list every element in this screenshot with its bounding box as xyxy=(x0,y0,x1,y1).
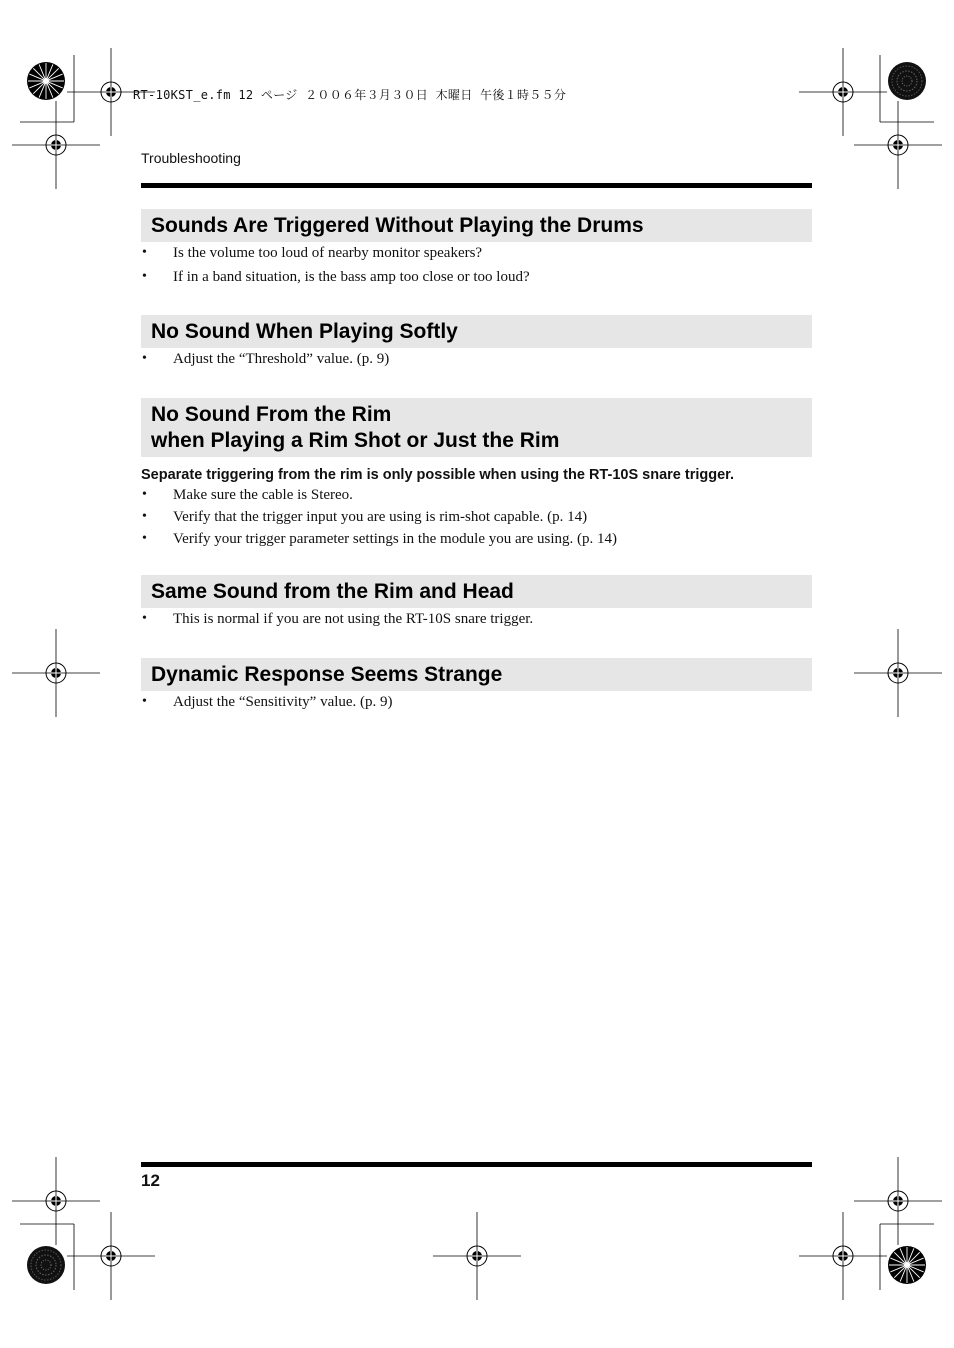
bullet-glyph: • xyxy=(142,509,147,524)
list-item-text: If in a band situation, is the bass amp too close or too loud? xyxy=(173,269,530,285)
list-item xyxy=(141,348,812,370)
list-item-text: Verify your trigger parameter settings in the module you are using. (p. 14) xyxy=(173,531,618,547)
bullet-list xyxy=(141,484,812,550)
footer-rule xyxy=(141,1162,812,1167)
list-item-text: Is the volume too loud of nearby monitor speakers? xyxy=(173,245,483,261)
section-heading: Dynamic Response Seems Strange xyxy=(141,658,812,691)
section-dynamic-response xyxy=(141,658,812,713)
section-heading: Same Sound from the Rim and Head xyxy=(141,575,812,608)
list-item-text: Verify that the trigger input you are using is rim-shot capable. (p. 14) xyxy=(173,509,588,525)
list-item xyxy=(141,266,812,288)
bullet-list xyxy=(141,242,812,288)
section-no-sound-softly xyxy=(141,315,812,370)
page-number: 12 xyxy=(141,1171,160,1190)
running-head: Troubleshooting xyxy=(141,150,241,166)
bullet-glyph: • xyxy=(142,351,147,366)
section-heading-line1: No Sound From the Rim xyxy=(151,403,392,426)
list-item xyxy=(141,242,812,264)
list-item xyxy=(141,484,812,506)
list-item-text: This is normal if you are not using the RT-10S snare trigger. xyxy=(173,611,534,627)
bullet-glyph: • xyxy=(142,694,147,709)
list-item xyxy=(141,528,812,550)
list-item-text: Make sure the cable is Stereo. xyxy=(173,487,353,503)
section-heading-line2: when Playing a Rim Shot or Just the Rim xyxy=(151,429,560,452)
bullet-glyph: • xyxy=(142,245,147,260)
bullet-list xyxy=(141,608,812,630)
bullet-list xyxy=(141,348,812,370)
section-same-sound-rim-head xyxy=(141,575,812,630)
section-heading: No Sound When Playing Softly xyxy=(141,315,812,348)
header-rule xyxy=(141,183,812,188)
section-heading xyxy=(141,398,812,457)
bullet-glyph: • xyxy=(142,487,147,502)
bold-note: Separate triggering from the rim is only possible when using the RT-10S snare trigger. xyxy=(141,467,735,483)
section-triggered-without-playing xyxy=(141,209,812,288)
file-meta-slug: RT-10KST_e.fm 12 ページ ２００６年３月３０日 木曜日 午後１時５５分 xyxy=(133,88,567,102)
bullet-glyph: • xyxy=(142,531,147,546)
list-item-text: Adjust the “Threshold” value. (p. 9) xyxy=(173,351,390,367)
section-heading: Sounds Are Triggered Without Playing the Drums xyxy=(141,209,812,242)
list-item xyxy=(141,608,812,630)
section-no-sound-rim xyxy=(141,398,812,550)
bullet-glyph: • xyxy=(142,611,147,626)
bullet-glyph: • xyxy=(142,269,147,284)
list-item xyxy=(141,506,812,528)
list-item-text: Adjust the “Sensitivity” value. (p. 9) xyxy=(173,694,393,710)
bullet-list xyxy=(141,691,812,713)
list-item xyxy=(141,691,812,713)
